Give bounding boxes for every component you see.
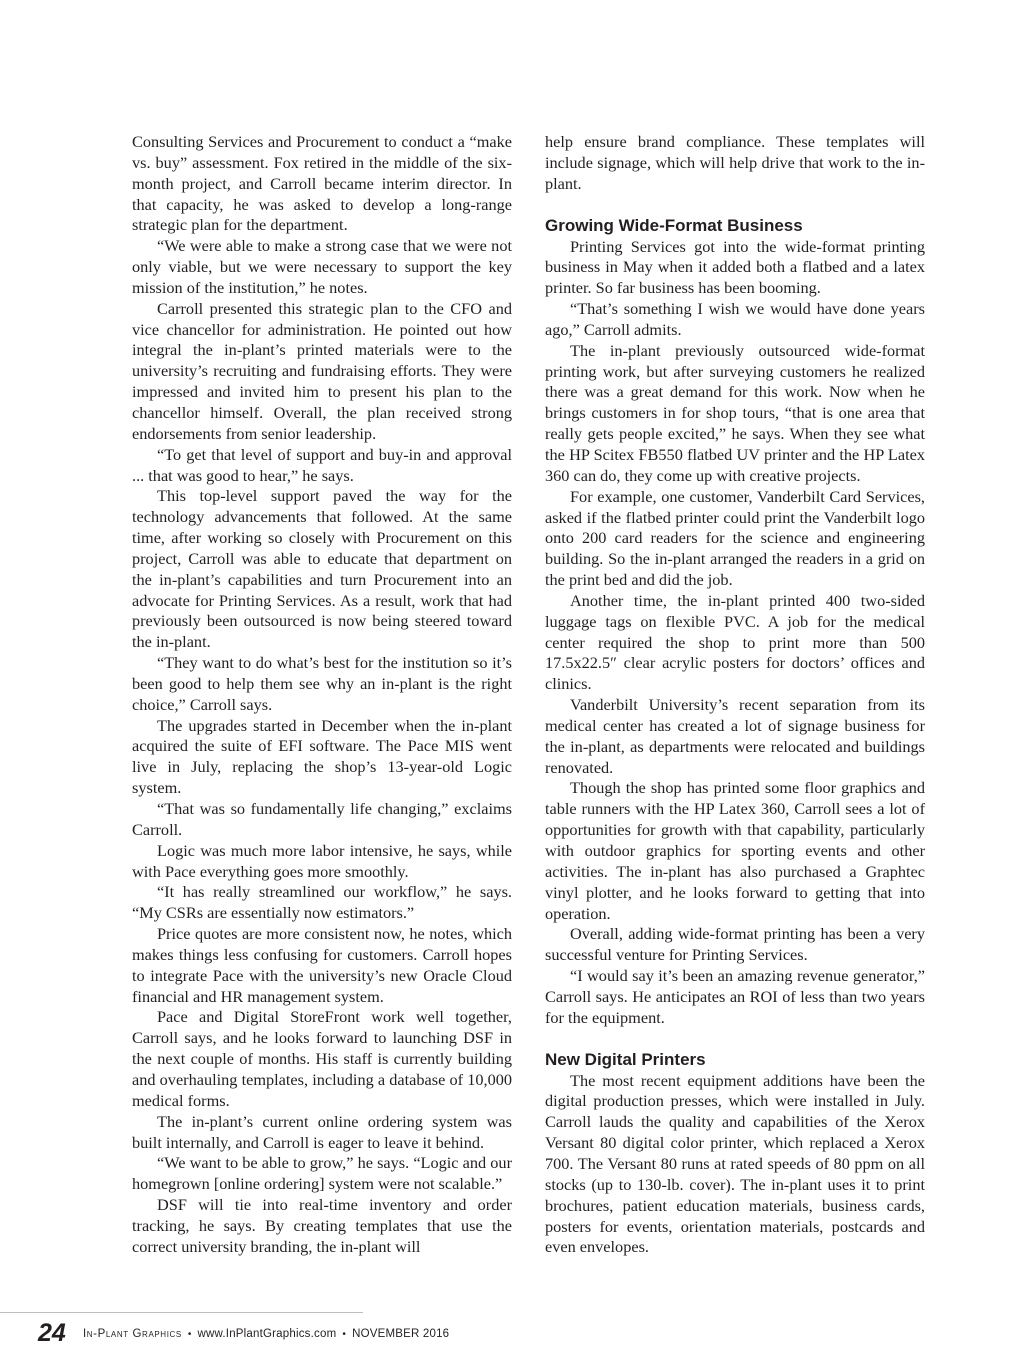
paragraph: Pace and Digital StoreFront work well together, Carroll says, and he looks forward to launching DSF in the next couple of months. His staff is currently building and overhauling templates, including a database of 10,000 medical forms. — [132, 1007, 512, 1110]
footer-bullet: • — [342, 1329, 347, 1340]
footer-bullet: • — [187, 1329, 192, 1340]
paragraph: “That was so fundamentally life changing,” exclaims Carroll. — [132, 799, 512, 839]
paragraph: “We want to be able to grow,” he says. “Logic and our homegrown [online ordering] system were not scalable.” — [132, 1153, 512, 1194]
left-column — [132, 132, 512, 1258]
paragraph: “They want to do what’s best for the institution so it’s been good to help them see why an in-plant is the right choice,” Carroll says. — [132, 653, 512, 714]
paragraph: The upgrades started in December when the in-plant acquired the suite of EFI software. The Pace MIS went live in July, replacing the shop’s 13-year-old Logic system. — [132, 715, 512, 798]
paragraph: Though the shop has printed some floor graphics and table runners with the HP Latex 360, Carroll sees a lot of opportunities for growth with that capability, particularly with outdoor graphics for sporting events and other activities. The in-plant has also purchased a Graphtec vinyl plotter, and he looks forward to getting that into operation. — [545, 778, 925, 923]
paragraph: Printing Services got into the wide-format printing business in May when it added both a flatbed and a latex printer. So far business has been booming. — [545, 236, 925, 298]
paragraph: For example, one customer, Vanderbilt Card Services, asked if the flatbed printer could print the Vanderbilt logo onto 200 card readers for the science and engineering building. So the in-plant arranged the readers in a grid on the print bed and did the job. — [545, 486, 925, 590]
paragraph: “We were able to make a strong case that we were not only viable, but we were necessary to support the key mission of the institution,” he notes. — [132, 236, 512, 297]
paragraph: Another time, the in-plant printed 400 two-sided luggage tags on flexible PVC. A job for the medical center required the shop to print more than 500 17.5x22.5″ clear acrylic posters for doctors’ offices and clinics. — [545, 590, 925, 694]
paragraph: This top-level support paved the way for the technology advancements that followed. At the same time, after working so closely with Procurement on this project, Carroll was able to educate that department on the in-plant’s capabilities and turn Procurement into an advocate for Printing Services. As a result, work that had previously been outsourced is now being steered toward the in-plant. — [132, 486, 512, 652]
paragraph: Price quotes are more consistent now, he notes, which makes things less confusing for customers. Carroll hopes to integrate Pace with the university’s new Oracle Cloud financial and HR management system. — [132, 924, 512, 1006]
paragraph: “It has really streamlined our workflow,” he says. “My CSRs are essentially now estimators.” — [132, 882, 512, 923]
paragraph: Overall, adding wide-format printing has been a very successful venture for Printing Services. — [545, 924, 925, 965]
paragraph: “I would say it’s been an amazing revenue generator,” Carroll says. He anticipates an ROI of less than two years for the equipment. — [545, 966, 925, 1027]
issue-date: NOVEMBER 2016 — [352, 1328, 450, 1340]
website-link[interactable]: www.InPlantGraphics.com — [197, 1328, 337, 1340]
paragraph: help ensure brand compliance. These templates will include signage, which will help drive that work to the in-plant. — [545, 132, 925, 193]
paragraph: Logic was much more labor intensive, he says, while with Pace everything goes more smoothly. — [132, 840, 512, 881]
section-heading-digital-printers: New Digital Printers — [545, 1049, 706, 1069]
paragraph: Consulting Services and Procurement to conduct a “make vs. buy” assessment. Fox retired in the middle of the six-month project, and Carroll became interim director. In that capacity, he was asked to develop a long-range strategic plan for the department. — [132, 132, 512, 235]
footer-rule — [0, 1312, 363, 1313]
paragraph: The in-plant previously outsourced wide-format printing work, but after surveying customers he realized there was a great demand for this work. Now when he brings customers in for shop tours, “that is one area that really gets people excited,” he says. When they see what the HP Scitex FB550 flatbed UV printer and the HP Latex 360 can do, they come up with creative projects. — [545, 340, 925, 485]
publication-name: In-Plant Graphics — [83, 1328, 182, 1340]
footer-meta — [83, 1326, 449, 1343]
paragraph: Carroll presented this strategic plan to the CFO and vice chancellor for administration. He pointed out how integral the in-plant’s printed materials were to the university’s recruiting and fundraising efforts. They were impressed and invited him to present his plan to the chancellor himself. Overall, the plan received strong endorsements from senior leadership. — [132, 298, 512, 443]
section-heading-wide-format: Growing Wide-Format Business — [545, 215, 803, 235]
paragraph: DSF will tie into real-time inventory and order tracking, he says. By creating templates that use the correct university branding, the in-plant will — [132, 1195, 512, 1256]
right-column — [545, 132, 925, 1258]
paragraph: Vanderbilt University’s recent separation from its medical center has created a lot of signage business for the in-plant, as departments were relocated and buildings renovated. — [545, 695, 925, 777]
paragraph: The in-plant’s current online ordering system was built internally, and Carroll is eager to leave it behind. — [132, 1111, 512, 1152]
paragraph: “That’s something I wish we would have done years ago,” Carroll admits. — [545, 299, 925, 339]
page-number: 24 — [38, 1319, 66, 1347]
paragraph: “To get that level of support and buy-in and approval ... that was good to hear,” he says. — [132, 444, 512, 485]
paragraph: The most recent equipment additions have been the digital production presses, which were installed in July. Carroll lauds the quality and capabilities of the Xerox Versant 80 digital color printer, which replaced a Xerox 700. The Versant 80 runs at rated speeds of 80 ppm on all stocks (up to 130-lb. cover). The in-plant uses it to print brochures, patient education materials, business cards, posters for events, orientation materials, postcards and even envelopes. — [545, 1070, 925, 1257]
